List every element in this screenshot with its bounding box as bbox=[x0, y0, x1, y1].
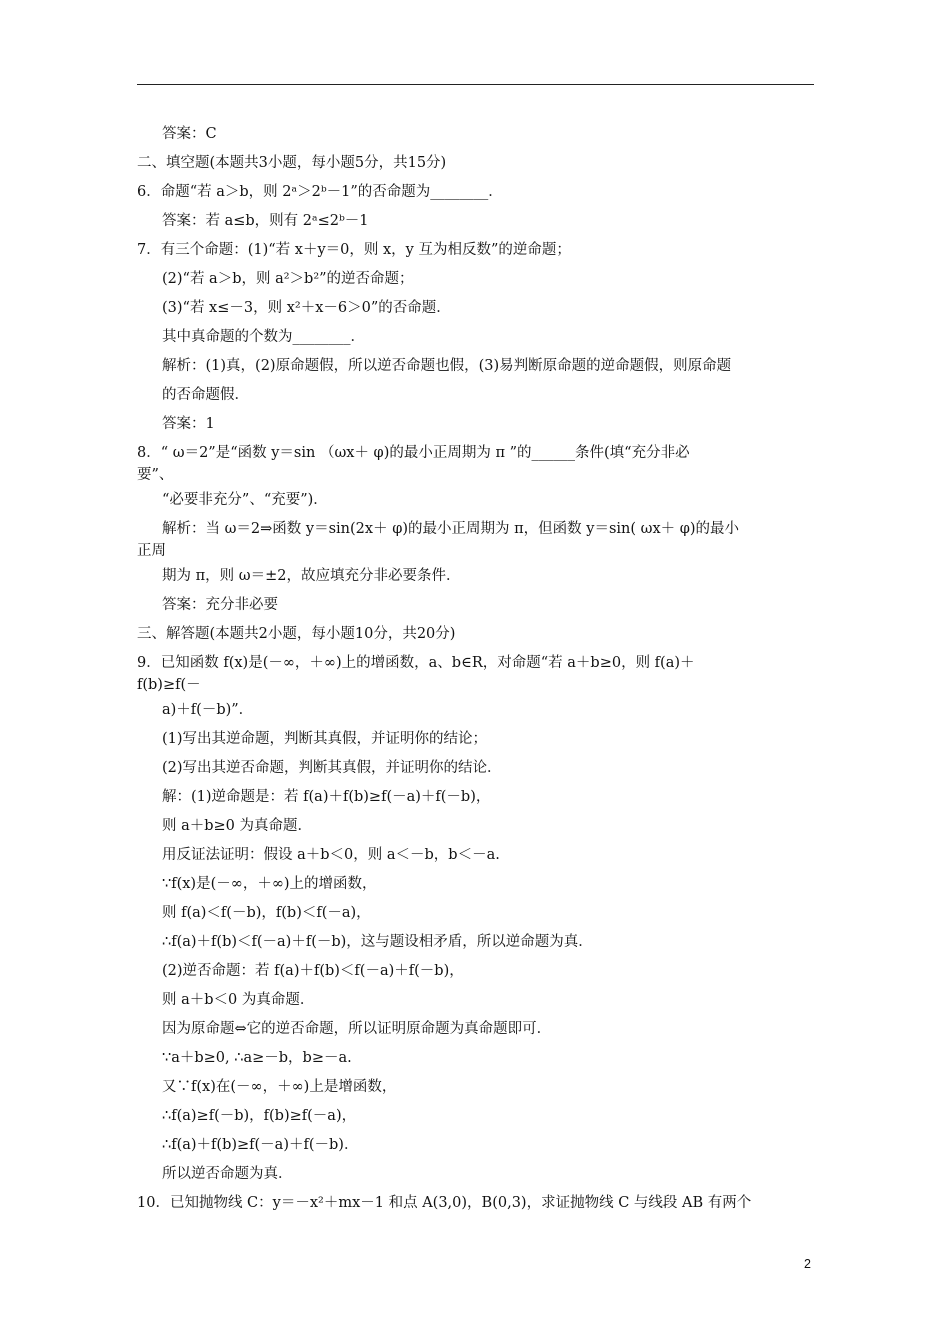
analysis-8-wrap: 正周 bbox=[137, 543, 166, 559]
question-9: 9．已知函数 f(x)是(－∞，＋∞)上的增函数，a、b∈R，对命题“若 a＋b≥0，则 f(a)＋ bbox=[137, 655, 695, 671]
solution-9-line: 又∵f(x)在(－∞，＋∞)上是增函数， bbox=[162, 1079, 397, 1095]
answer-8: 答案：充分非必要 bbox=[162, 597, 278, 613]
analysis-7: 解析：(1)真，(2)原命题假，所以逆否命题也假，(3)易判断原命题的逆命题假，则原命题 bbox=[162, 358, 732, 374]
solution-9-line: 解：(1)逆命题是：若 f(a)＋f(b)≥f(－a)＋f(－b)， bbox=[162, 789, 491, 805]
question-9-part-1: (1)写出其逆命题，判断其真假，并证明你的结论； bbox=[162, 731, 488, 747]
analysis-8: 解析：当 ω＝2⇒函数 y＝sin(2x＋ φ)的最小正周期为 π，但函数 y＝sin( ωx＋ φ)的最小 bbox=[162, 521, 740, 537]
solution-9-line: 则 f(a)＜f(－b)，f(b)＜f(－a)， bbox=[162, 905, 371, 921]
solution-9-line: 用反证法证明：假设 a＋b＜0，则 a＜－b，b＜－a. bbox=[162, 847, 500, 863]
question-7: 7．有三个命题：(1)“若 x＋y＝0，则 x，y 互为相反数”的逆命题； bbox=[137, 242, 571, 258]
solution-9-line: ∵f(x)是(－∞，＋∞)上的增函数， bbox=[162, 876, 377, 892]
solution-9-line: ∵a＋b≥0, ∴a≥－b，b≥－a. bbox=[162, 1050, 352, 1066]
question-7-item-3: (3)“若 x≤－3，则 x²＋x－6＞0”的否命题． bbox=[162, 300, 451, 316]
answer-6: 答案：若 a≤b，则有 2ᵃ≤2ᵇ－1 bbox=[162, 213, 369, 229]
question-9-part-2: (2)写出其逆否命题，判断其真假，并证明你的结论． bbox=[162, 760, 502, 776]
header-rule bbox=[137, 84, 814, 85]
solution-9-line: 因为原命题⇔它的逆否命题，所以证明原命题为真命题即可． bbox=[162, 1021, 552, 1037]
analysis-8-cont: 期为 π，则 ω＝±2，故应填充分非必要条件． bbox=[162, 568, 461, 584]
solution-9-line: (2)逆否命题：若 f(a)＋f(b)＜f(－a)＋f(－b)， bbox=[162, 963, 464, 979]
question-6: 6．命题“若 a＞b，则 2ᵃ＞2ᵇ－1”的否命题为________． bbox=[137, 184, 503, 200]
solution-9-line: ∴f(a)≥f(－b)，f(b)≥f(－a)， bbox=[162, 1108, 357, 1124]
question-7-item-2: (2)“若 a＞b，则 a²＞b²”的逆否命题； bbox=[162, 271, 414, 287]
page-number: 2 bbox=[804, 1257, 811, 1271]
solution-9-line: 则 a＋b＜0 为真命题． bbox=[162, 992, 315, 1008]
answer-7: 答案：1 bbox=[162, 416, 215, 432]
section-3-heading: 三、解答题(本题共2小题，每小题10分，共20分) bbox=[137, 626, 456, 642]
solution-9-line: ∴f(a)＋f(b)＜f(－a)＋f(－b)，这与题设相矛盾，所以逆命题为真． bbox=[162, 934, 593, 950]
solution-9-line: ∴f(a)＋f(b)≥f(－a)＋f(－b)． bbox=[162, 1137, 359, 1153]
solution-9-line: 所以逆否命题为真． bbox=[162, 1166, 293, 1182]
solution-9-line: 则 a＋b≥0 为真命题． bbox=[162, 818, 313, 834]
question-10: 10．已知抛物线 C：y＝－x²＋mx－1 和点 A(3,0)，B(0,3)，求证抛物线 C 与线段 AB 有两个 bbox=[137, 1195, 752, 1211]
question-8: 8．“ ω＝2”是“函数 y＝sin （ωx＋ φ)的最小正周期为 π ”的______条件(填“充分非必 bbox=[137, 445, 690, 461]
question-9-wrap: f(b)≥f(－ bbox=[137, 677, 201, 693]
section-2-heading: 二、填空题(本题共3小题，每小题5分，共15分) bbox=[137, 155, 447, 171]
question-9-cont: a)＋f(－b)”． bbox=[162, 702, 254, 718]
question-7-prompt: 其中真命题的个数为________． bbox=[162, 329, 365, 345]
question-8-cont: “必要非充分”、“充要”)． bbox=[162, 492, 328, 508]
question-8-wrap: 要”、 bbox=[137, 467, 174, 483]
answer-5: 答案：C bbox=[162, 126, 217, 142]
analysis-7-cont: 的否命题假． bbox=[162, 387, 249, 403]
